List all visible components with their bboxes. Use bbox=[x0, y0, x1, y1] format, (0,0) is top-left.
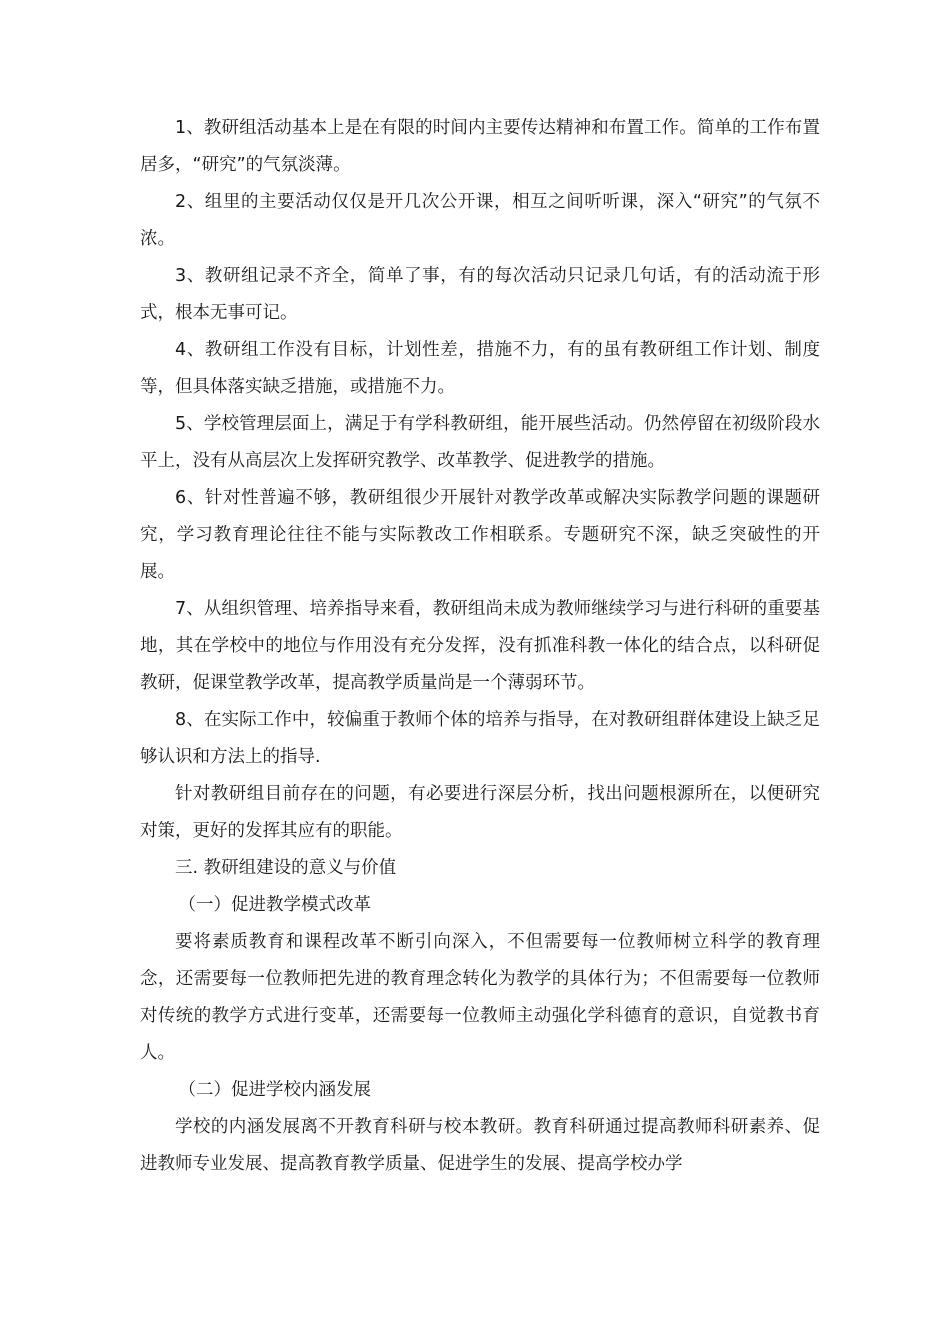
paragraph-summary: 针对教研组目前存在的问题，有必要进行深层分析，找出问题根源所在，以便研究对策，更好的发挥其应有的职能。 bbox=[140, 784, 820, 841]
paragraph-8: 8、在实际工作中，较偏重于教师个体的培养与指导，在对教研组群体建设上缺乏足够认识和方法上的指导. bbox=[140, 710, 820, 767]
paragraph-4: 4、教研组工作没有目标，计划性差，措施不力，有的虽有教研组工作计划、制度等，但具体落实缺乏措施，或措施不力。 bbox=[140, 340, 820, 397]
paragraph-1: 1、教研组活动基本上是在有限的时间内主要传达精神和布置工作。简单的工作布置居多，“研究”的气氛淡薄。 bbox=[140, 118, 820, 175]
subsection-one-paragraph: 要将素质教育和课程改革不断引向深入，不但需要每一位教师树立科学的教育理念，还需要每一位教师把先进的教育理念转化为教学的具体行为；不但需要每一位教师对传统的教学方式进行变革，还需要每一位教师主动强化学科德育的意识，自觉教书育人。 bbox=[140, 932, 820, 1063]
paragraph-7: 7、从组织管理、培养指导来看，教研组尚未成为教师继续学习与进行科研的重要基地，其在学校中的地位与作用没有充分发挥，没有抓准科教一体化的结合点，以科研促教研，促课堂教学改革，提高教学质量尚是一个薄弱环节。 bbox=[140, 599, 820, 693]
document-body bbox=[140, 110, 820, 1183]
paragraph-6: 6、针对性普遍不够，教研组很少开展针对教学改革或解决实际教学问题的课题研究，学习教育理论往往不能与实际教改工作相联系。专题研究不深，缺乏突破性的开展。 bbox=[140, 488, 820, 582]
subsection-one-heading: （一）促进教学模式改革 bbox=[178, 895, 371, 915]
section-three-heading: 三. 教研组建设的意义与价值 bbox=[175, 858, 397, 878]
paragraph-3: 3、教研组记录不齐全，简单了事，有的每次活动只记录几句话，有的活动流于形式，根本无事可记。 bbox=[140, 266, 820, 323]
subsection-two-paragraph: 学校的内涵发展离不开教育科研与校本教研。教育科研通过提高教师科研素养、促进教师专业发展、提高教育教学质量、促进学生的发展、提高学校办学 bbox=[140, 1117, 820, 1174]
paragraph-5: 5、学校管理层面上，满足于有学科教研组，能开展些活动。仍然停留在初级阶段水平上，没有从高层次上发挥研究教学、改革教学、促进教学的措施。 bbox=[140, 414, 820, 471]
subsection-two-heading: （二）促进学校内涵发展 bbox=[178, 1080, 371, 1100]
paragraph-2: 2、组里的主要活动仅仅是开几次公开课，相互之间听听课，深入“研究”的气氛不浓。 bbox=[140, 192, 820, 249]
